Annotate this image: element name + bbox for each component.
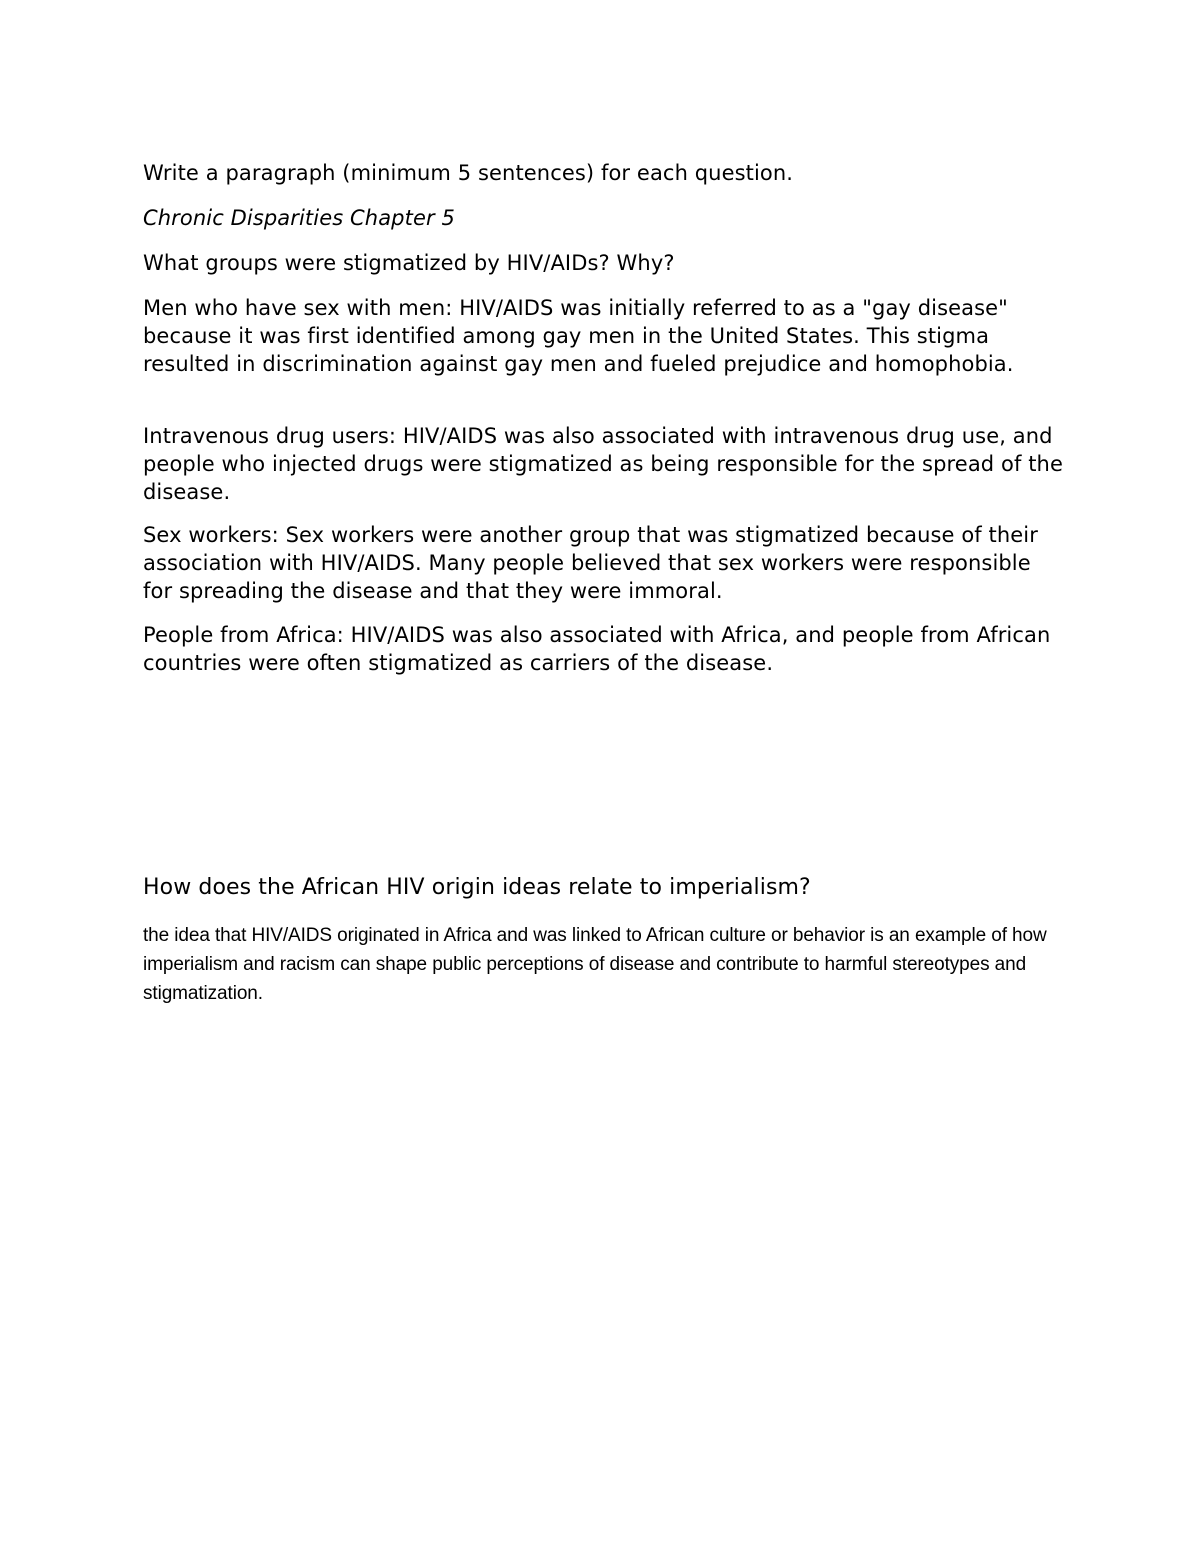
instruction-text: Write a paragraph (minimum 5 sentences) for each question. (143, 161, 794, 185)
answer-1-paragraph-4: People from Africa: HIV/AIDS was also associated with Africa, and people from African countries were often stigmatized as carriers of the disease. (143, 623, 1051, 675)
answer-2-paragraph: the idea that HIV/AIDS originated in Africa and was linked to African culture or behavior is an example of how imperialism and racism can shape public perceptions of disease and contribute to harmful stereotypes and stigmatization. (143, 925, 1047, 1004)
answer-1-paragraph-2: Intravenous drug users: HIV/AIDS was also associated with intravenous drug use, and people who injected drugs were stigmatized as being responsible for the spread of the disease. (143, 424, 1063, 504)
question-1: What groups were stigmatized by HIV/AIDs? Why? (143, 251, 675, 275)
answer-1-paragraph-3: Sex workers: Sex workers were another group that was stigmatized because of their association with HIV/AIDS. Many people believed that sex workers were responsible for spreading the disease and that they were immoral. (143, 523, 1038, 603)
answer-1-paragraph-1: Men who have sex with men: HIV/AIDS was initially referred to as a "gay disease" because it was first identified among gay men in the United States. This stigma resulted in discrimination against gay men and fueled prejudice and homophobia. (143, 296, 1014, 376)
chapter-heading: Chronic Disparities Chapter 5 (143, 206, 455, 230)
question-2: How does the African HIV origin ideas relate to imperialism? (143, 875, 811, 900)
